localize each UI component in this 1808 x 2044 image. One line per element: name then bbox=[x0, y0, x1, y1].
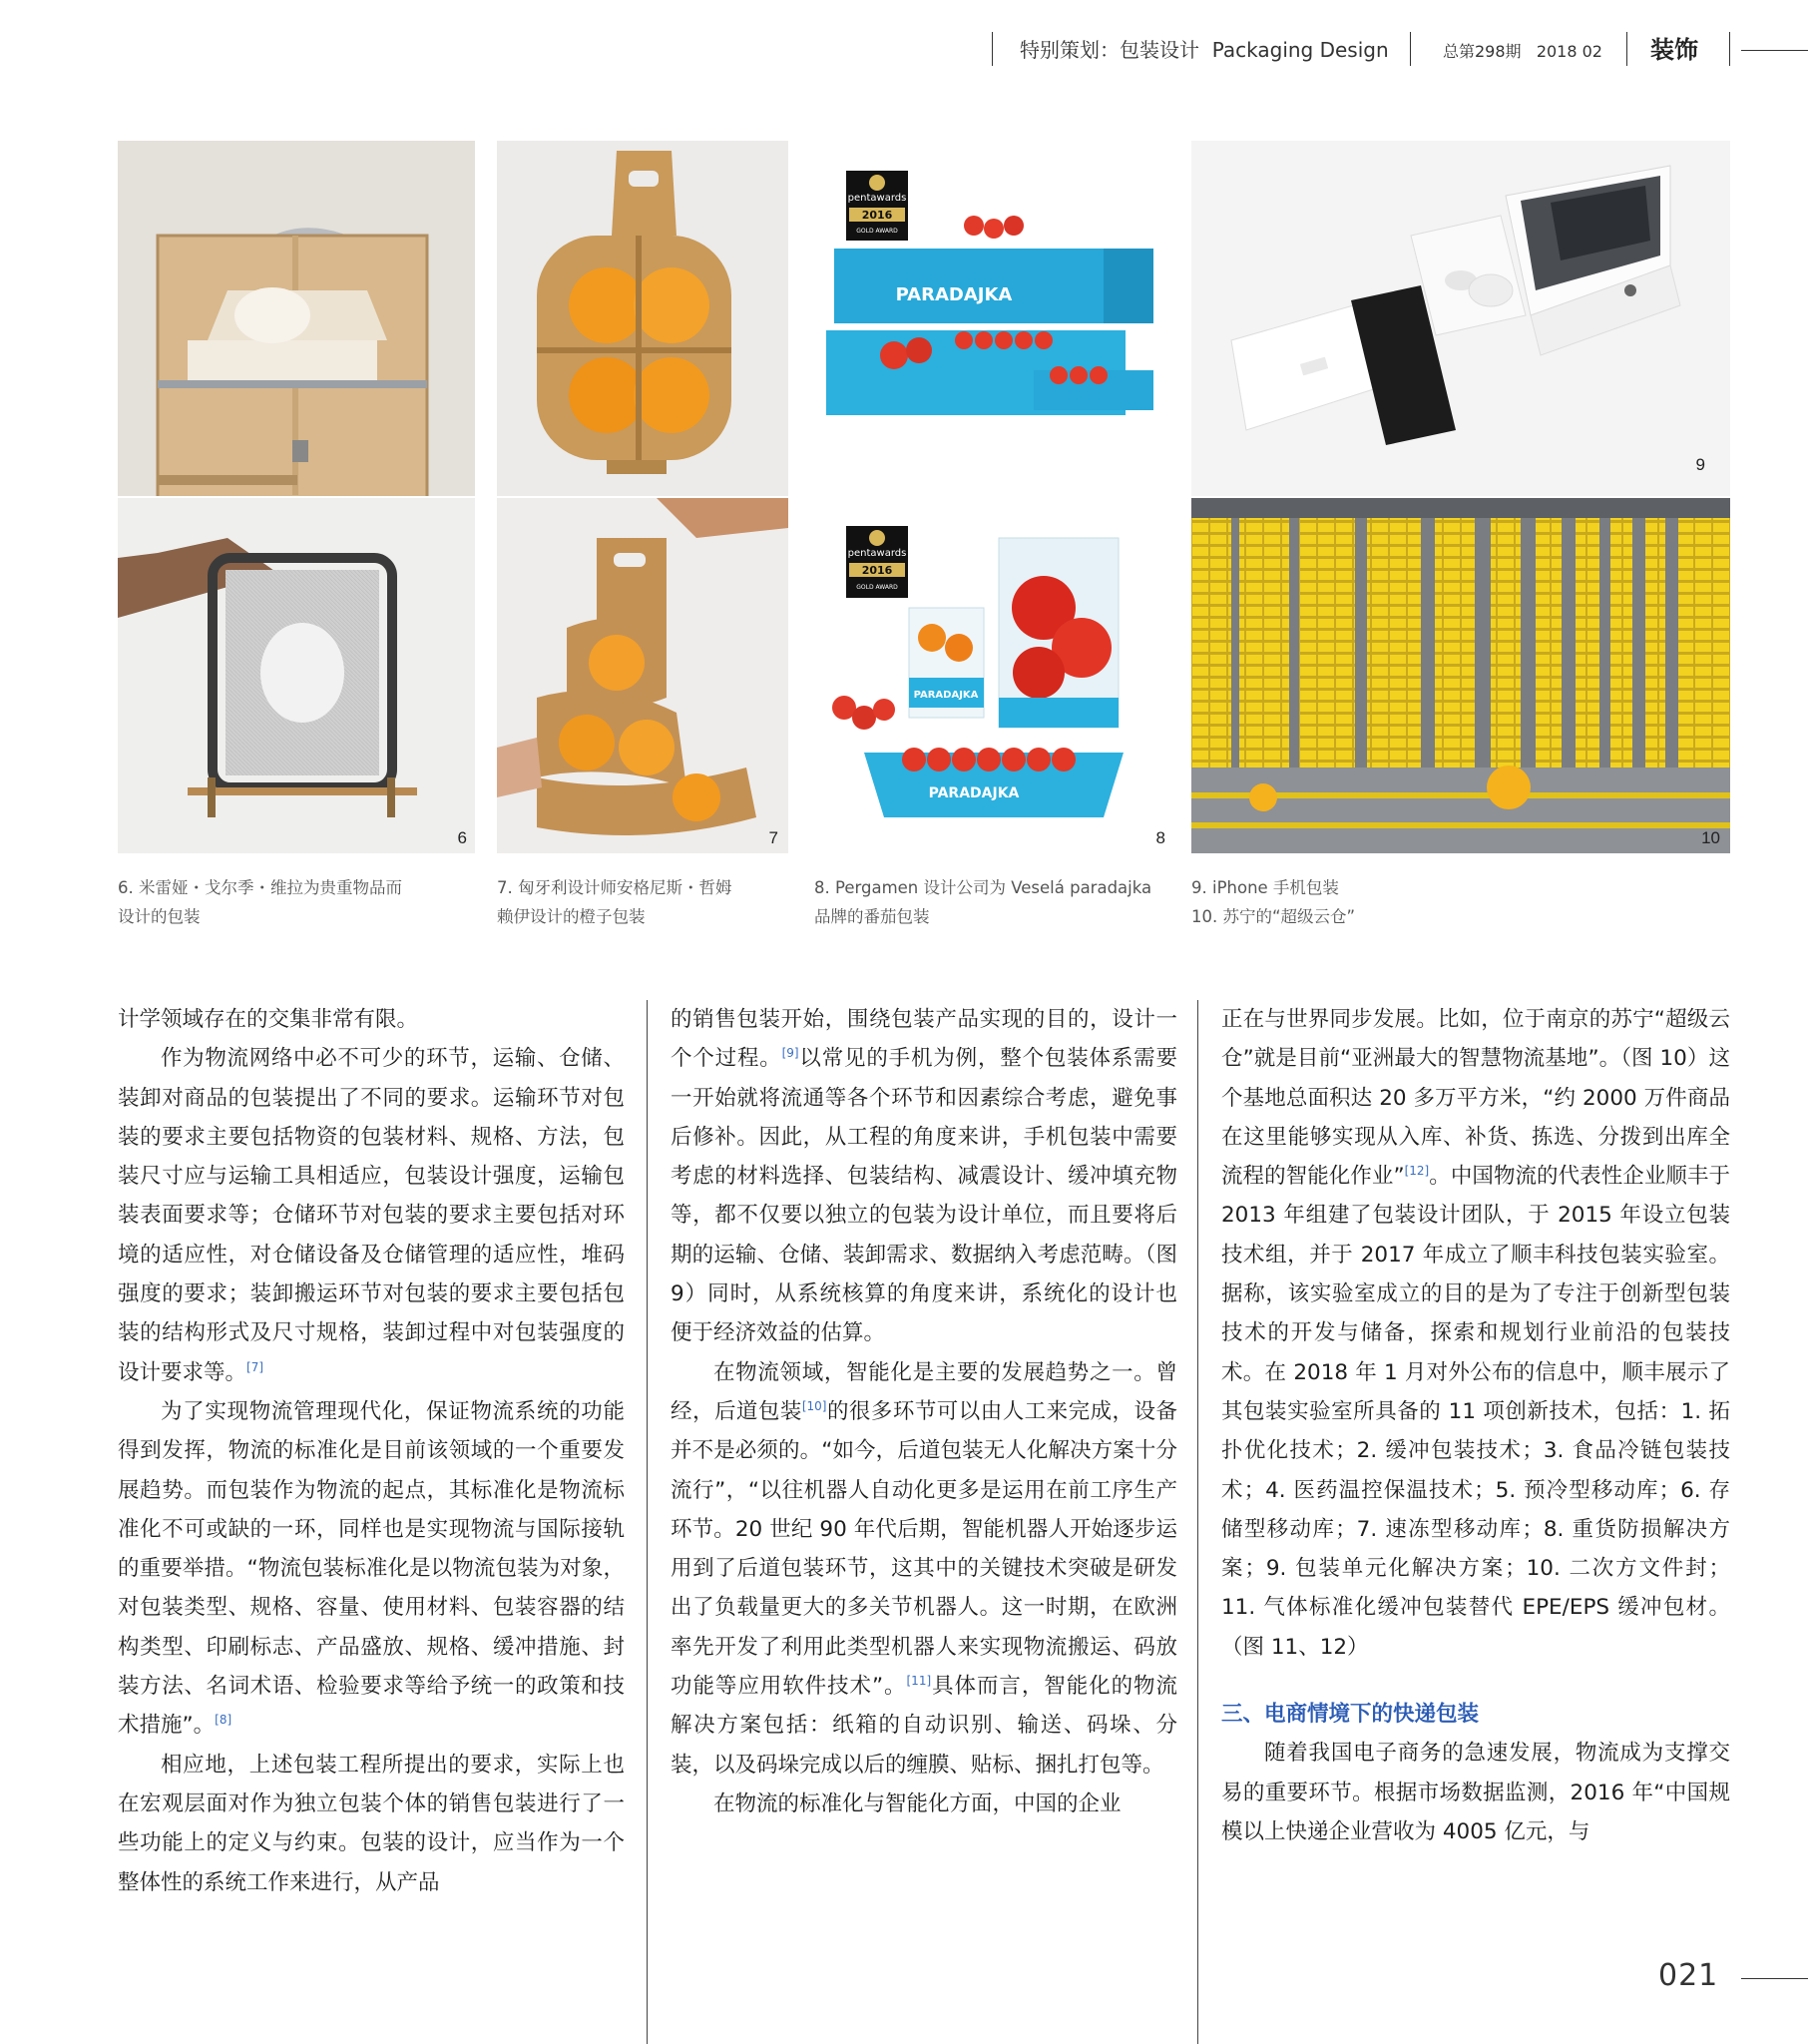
col1-para4: 相应地，上述包装工程所提出的要求，实际上也在宏观层面对作为独立包装个体的销售包装进行了一些功能上的定义与约束。包装的设计，应当作为一个整体性的系统工作来进行，从产品 bbox=[118, 1752, 625, 1895]
figure-8b-tomato-packs bbox=[814, 498, 1175, 853]
column-divider-1 bbox=[647, 1000, 648, 2044]
header-issue-number: 总第298期 bbox=[1443, 42, 1522, 61]
figure-10-warehouse bbox=[1191, 498, 1730, 853]
caption-8-line2: 品牌的番茄包装 bbox=[814, 907, 930, 926]
caption-7-line1: 7. 匈牙利设计师安格尼斯・哲姆 bbox=[497, 878, 732, 897]
col3-para1-text-a: 正在与世界同步发展。比如，位于南京的苏宁“超级云仓”就是目前“亚洲最大的智慧物流基地”。（图 10）这个基地总面积达 20 多万平方米，“约 2000 万件商品在这里能够实现从入库、补货、拣选、分拨到出库全流程的智能化作业” bbox=[1221, 1007, 1730, 1190]
body-column-2 bbox=[671, 1000, 1177, 1823]
caption-6-line1: 6. 米雷娅・戈尔季・维拉为贵重物品而 bbox=[118, 878, 402, 897]
body-column-3 bbox=[1221, 1000, 1730, 1851]
header-separator-4 bbox=[1729, 32, 1730, 66]
header-section-cn: 特别策划：包装设计 bbox=[1020, 38, 1199, 62]
award-year-b: 2016 bbox=[861, 564, 893, 577]
tomato-brand-c: PARADAJKA bbox=[928, 785, 1020, 801]
caption-8-line1: 8. Pergamen 设计公司为 Veselá paradajka bbox=[814, 878, 1152, 897]
figure-6-number: 6 bbox=[457, 828, 467, 847]
section-heading-3: 三、电商情境下的快递包装 bbox=[1221, 1702, 1480, 1728]
col2-para1-text-a: 的销售包装开始，围绕包装产品实现的目的，设计一个个过程。 bbox=[671, 1007, 1177, 1072]
figure-9-number: 9 bbox=[1695, 455, 1705, 474]
col2-para2-text-b: 的很多环节可以由人工来完成，设备并不是必须的。“如今，后道包装无人化解决方案十分流行”，“以往机器人自动化更多是运用在前工序生产环节。20 世纪 90 年代后期，智能机器人开始逐步运用到了后道包装环节，这其中的关键技术突破是研发出了负载量更大的多关节机器人。这一时期，在欧洲率先开发了利用此类型机器人来实现物流搬运、码放功能等应用软件技术”。 bbox=[671, 1398, 1177, 1700]
caption-9: 9. iPhone 手机包装 bbox=[1191, 878, 1339, 897]
col1-para2 bbox=[118, 1039, 625, 1392]
figure-6a-wooden-box bbox=[118, 141, 475, 496]
header-separator-1 bbox=[992, 32, 993, 66]
page-number: 021 bbox=[1658, 1958, 1719, 1993]
caption-figure-8 bbox=[814, 873, 1183, 931]
col2-para2-text-c: 具体而言，智能化的物流解决方案包括：纸箱的自动识别、输送、码垛、分装，以及码垛完成以后的缠膜、贴标、捆扎打包等。 bbox=[671, 1674, 1177, 1778]
footer-rule bbox=[1741, 1978, 1808, 1979]
caption-figure-9-10 bbox=[1191, 873, 1590, 931]
col2-para1 bbox=[671, 1000, 1177, 1353]
tomato-brand-b: PARADAJKA bbox=[913, 690, 979, 701]
reference-10[interactable]: [10] bbox=[801, 1398, 827, 1413]
caption-figure-6 bbox=[118, 873, 477, 931]
reference-7[interactable]: [7] bbox=[246, 1359, 264, 1374]
header-rule bbox=[1741, 50, 1808, 51]
figure-7-number: 7 bbox=[768, 828, 778, 847]
col2-para1-text-b: 以常见的手机为例，整个包装体系需要一开始就将流通等各个环节和因素综合考虑，避免事后修补。因此，从工程的角度来讲，手机包装中需要考虑的材料选择、包装结构、减震设计、缓冲填充物等，都不仅要以独立的包装为设计单位，而且要将后期的运输、仓储、装卸需求、数据纳入考虑范畴。（图 9）同时，从系统核算的角度来讲，系统化的设计也便于经济效益的估算。 bbox=[671, 1046, 1177, 1346]
col1-para1: 计学领域存在的交集非常有限。 bbox=[118, 1007, 419, 1032]
reference-12[interactable]: [12] bbox=[1404, 1164, 1430, 1179]
col3-para1 bbox=[1221, 1000, 1730, 1667]
col2-para3: 在物流的标准化与智能化方面，中国的企业 bbox=[713, 1790, 1122, 1816]
header-brand-logo: 装饰 bbox=[1650, 36, 1698, 64]
reference-11[interactable]: [11] bbox=[906, 1673, 932, 1688]
header-section-title bbox=[1020, 34, 1389, 63]
col1-para3 bbox=[118, 1392, 625, 1746]
award-year-a: 2016 bbox=[861, 209, 893, 222]
tomato-brand-a: PARADAJKA bbox=[895, 284, 1013, 305]
body-column-1 bbox=[118, 1000, 625, 1902]
col1-para2-text: 作为物流网络中必不可少的环节，运输、仓储、装卸对商品的包装提出了不同的要求。运输环节对包装的要求主要包括物资的包装材料、规格、方法，包装尺寸应与运输工具相适应，包装设计强度，运输包装表面要求等；仓储环节对包装的要求主要包括对环境的适应性，对仓储设备及仓储管理的适应性，堆码强度的要求；装卸搬运环节对包装的要求主要包括包装的结构形式及尺寸规格，装卸过程中对包装强度的设计要求等。 bbox=[118, 1046, 625, 1385]
caption-6-line2: 设计的包装 bbox=[118, 907, 201, 926]
award-level-a: GOLD AWARD bbox=[856, 228, 898, 235]
header-section-en: Packaging Design bbox=[1211, 38, 1389, 62]
figure-7a-orange-carrier bbox=[497, 141, 788, 496]
pentawards-label-b: pentawards bbox=[847, 548, 907, 559]
header-issue bbox=[1443, 39, 1602, 62]
award-level-b: GOLD AWARD bbox=[856, 584, 898, 591]
figure-7b-orange-carrier-unfolded bbox=[497, 498, 788, 853]
caption-figure-7 bbox=[497, 873, 796, 931]
col2-para2 bbox=[671, 1353, 1177, 1785]
reference-8[interactable]: [8] bbox=[215, 1713, 232, 1728]
figure-8-number: 8 bbox=[1155, 828, 1165, 847]
col2-para2-text-a: 在物流领域，智能化是主要的发展趋势之一。曾经，后道包装 bbox=[671, 1359, 1177, 1424]
column-divider-2 bbox=[1197, 1000, 1198, 2044]
header-separator-3 bbox=[1626, 32, 1627, 66]
col3-para2: 随着我国电子商务的急速发展，物流成为支撑交易的重要环节。根据市场数据监测，2016 年“中国规模以上快递企业营收为 4005 亿元，与 bbox=[1221, 1741, 1730, 1844]
figure-10-number: 10 bbox=[1701, 828, 1720, 847]
figure-9-iphone-packaging bbox=[1191, 141, 1730, 496]
header-separator-2 bbox=[1410, 32, 1411, 66]
reference-9[interactable]: [9] bbox=[781, 1046, 799, 1061]
figure-8a-tomato-display bbox=[814, 141, 1175, 430]
pentawards-label-a: pentawards bbox=[847, 193, 907, 204]
caption-7-line2: 赖伊设计的橙子包装 bbox=[497, 907, 646, 926]
caption-10: 10. 苏宁的“超级云仓” bbox=[1191, 907, 1356, 926]
col1-para3-text: 为了实现物流管理现代化，保证物流系统的功能得到发挥，物流的标准化是目前该领域的一个重要发展趋势。而包装作为物流的起点，其标准化是物流标准化不可或缺的一环，同样也是实现物流与国际接轨的重要举措。“物流包装标准化是以物流包装为对象，对包装类型、规格、容量、使用材料、包装容器的结构类型、印刷标志、产品盛放、规格、缓冲措施、封装方法、名词术语、检验要求等给予统一的政策和技术措施”。 bbox=[118, 1398, 625, 1739]
header-date: 2018 02 bbox=[1536, 42, 1602, 61]
figure-6b-mesh-frame bbox=[118, 498, 475, 853]
col3-para1-text-b: 。中国物流的代表性企业顺丰于 2013 年组建了包装设计团队，于 2015 年设立包装技术组，并于 2017 年成立了顺丰科技包装实验室。据称，该实验室成立的目的是为了专注于创新型包装技术的开发与储备，探索和规划行业前沿的包装技术。在 2018 年 1 月对外公布的信息中，顺丰展示了其包装实验室所具备的 11 项创新技术，包括：1. 拓扑优化技术；2. 缓冲包装技术；3. 食品冷链包装技术；4. 医药温控保温技术；5. 预冷型移动库；6. 存储型移动库；7. 速冻型移动库；8. 重货防损解决方案；9. 包装单元化解决方案；10. 二次方文件封；11. 气体标准化缓冲包装替代 EPE/EPS 缓冲包材。（图 11、12） bbox=[1221, 1164, 1730, 1660]
